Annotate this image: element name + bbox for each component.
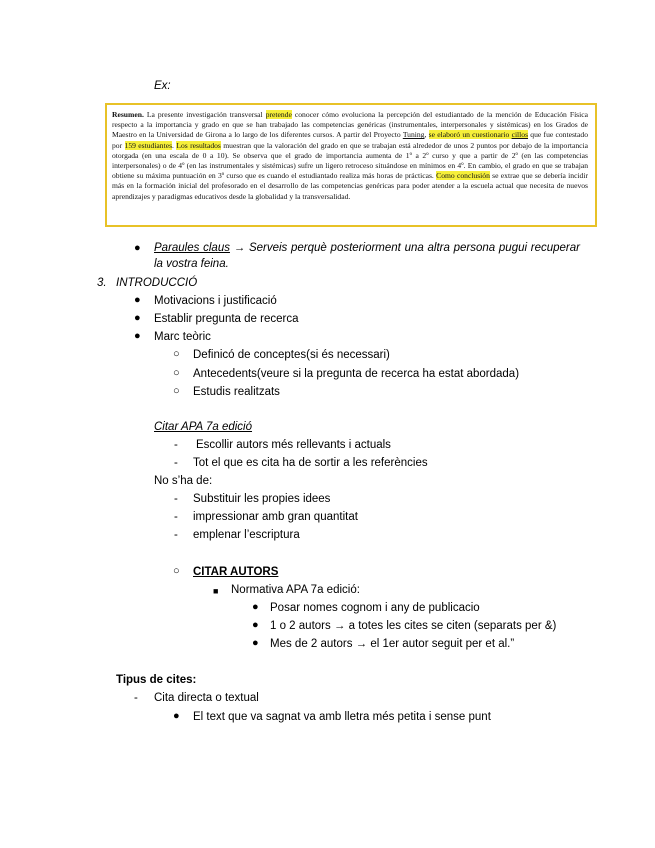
- dash-icon: -: [174, 529, 178, 541]
- abstract-text: ,: [424, 130, 429, 140]
- tipus-subitem: El text que va sagnat va amb lletra més petita i sense punt: [193, 711, 491, 723]
- circle-bullet-icon: ○: [173, 565, 180, 577]
- citar-title: Citar APA 7a edició: [154, 421, 253, 433]
- dash-icon: -: [174, 511, 178, 523]
- no-item: impressionar amb gran quantitat: [193, 511, 358, 523]
- bullet-icon: ●: [173, 710, 180, 722]
- abstract-text: La presente investigación transversal: [143, 110, 266, 119]
- paraules-claus-paragraph: [154, 240, 580, 272]
- arrow-icon: →: [229, 242, 249, 254]
- no-item: Substituir les propies idees: [193, 493, 331, 505]
- abstract-highlight: pretende: [265, 110, 292, 119]
- abstract-highlight: se elaboró un cuestionario: [428, 130, 512, 140]
- bullet-icon: ●: [252, 637, 259, 649]
- abstract-highlight: 159 estudiantes: [124, 140, 173, 150]
- bullet-icon: ●: [252, 619, 259, 631]
- circle-bullet-icon: ○: [173, 367, 180, 379]
- intro-item: Marc teòric: [154, 331, 211, 343]
- abstract-text: muestran que la valoración del grado en que se trabajan está alrededor de unos 2 puntos por debajo de la importancia otorgada (en una escala de 0 a 10). Se observa que el grado de importancia aumenta de 1º a 2º curso y que a partir de 2º (en las competencias interpersonales) o de 4º (en las instrumentales y sistémicas) sufre un ligero retroceso situándose en mínimos en 4º. En cambio, el grado en que se trabajan obtiene su máxima puntuación en 3º curso que es cuando el estudiantado realiza más horas de prácticas.: [112, 140, 588, 181]
- citar-point: Mes de 2 autors → el 1er autor seguit per et al.”: [270, 638, 515, 650]
- bullet-icon: ●: [134, 330, 141, 342]
- citar-item: Escollir autors més rellevants i actuals: [196, 439, 391, 451]
- abstract-text: .: [172, 140, 177, 150]
- bullet-icon: ●: [134, 242, 141, 254]
- normativa-label: Normativa APA 7a edició:: [231, 584, 360, 596]
- citar-point: 1 o 2 autors → a totes les cites se citen (separats per &): [270, 620, 557, 632]
- abstract-underline: Tuning: [402, 130, 425, 140]
- bullet-icon: ●: [134, 294, 141, 306]
- abstract-text: conocer cómo evoluciona la percepción del estudiantado de la mención de Educación Física respecto a la importancia y grado en que se han trabajado las competencias genéricas (instrumentales, interpersonales y sistémicas) en los Grados de Maestro en la Universidad de Girona a lo largo de los diferentes cursos. A partir del Proyecto: [112, 110, 588, 140]
- example-label: Ex:: [154, 80, 171, 92]
- citar-item: Tot el que es cita ha de sortir a les referències: [193, 457, 428, 469]
- no-title: No s’ha de:: [154, 475, 213, 487]
- abstract-highlight: cillos: [511, 130, 529, 140]
- paraules-term: Paraules claus: [154, 242, 230, 254]
- intro-item: Motivacions i justificació: [154, 295, 277, 307]
- abstract-box: [105, 103, 597, 227]
- dash-icon: -: [134, 692, 138, 704]
- no-item: emplenar l’escriptura: [193, 529, 300, 541]
- abstract-text: que fue contestado por: [112, 130, 588, 150]
- intro-item: Establir pregunta de recerca: [154, 313, 299, 325]
- citar-point: Posar nomes cognom i any de publicacio: [270, 602, 480, 614]
- dash-icon: -: [174, 457, 178, 469]
- citar-autors-title: CITAR AUTORS: [193, 566, 279, 578]
- marc-subitem: Antecedents(veure si la pregunta de recerca ha estat abordada): [193, 368, 520, 380]
- bullet-icon: ●: [252, 601, 259, 613]
- marc-subitem: Definicó de conceptes(si és necessari): [193, 349, 390, 361]
- abstract-text: se extrae que se debería incidir más en la formación inicial del profesorado en el desarrollo de las competencias genéricas para poder atender a la escuela actual que necesita de nuevos aprendizajes y paradigmas educativos desde la globalidad y la transversalidad.: [112, 171, 588, 201]
- abstract-highlight: Los resultados: [176, 140, 221, 150]
- circle-bullet-icon: ○: [173, 348, 180, 360]
- tipus-item: Cita directa o textual: [154, 692, 259, 704]
- abstract-highlight: Como conclusión: [436, 171, 490, 181]
- circle-bullet-icon: ○: [173, 385, 180, 397]
- dash-icon: -: [174, 439, 178, 451]
- section-number: 3.: [97, 277, 107, 289]
- bullet-icon: ●: [134, 312, 141, 324]
- dash-icon: -: [174, 493, 178, 505]
- marc-subitem: Estudis realitzats: [193, 386, 280, 398]
- tipus-title: Tipus de cites:: [116, 674, 197, 686]
- section-title: INTRODUCCIÓ: [116, 277, 198, 289]
- square-bullet-icon: ■: [213, 586, 219, 596]
- abstract-label: Resumen.: [112, 110, 144, 119]
- paraules-text: Serveis perquè posteriorment una altra persona pugui recuperar la vostra feina.: [154, 242, 580, 270]
